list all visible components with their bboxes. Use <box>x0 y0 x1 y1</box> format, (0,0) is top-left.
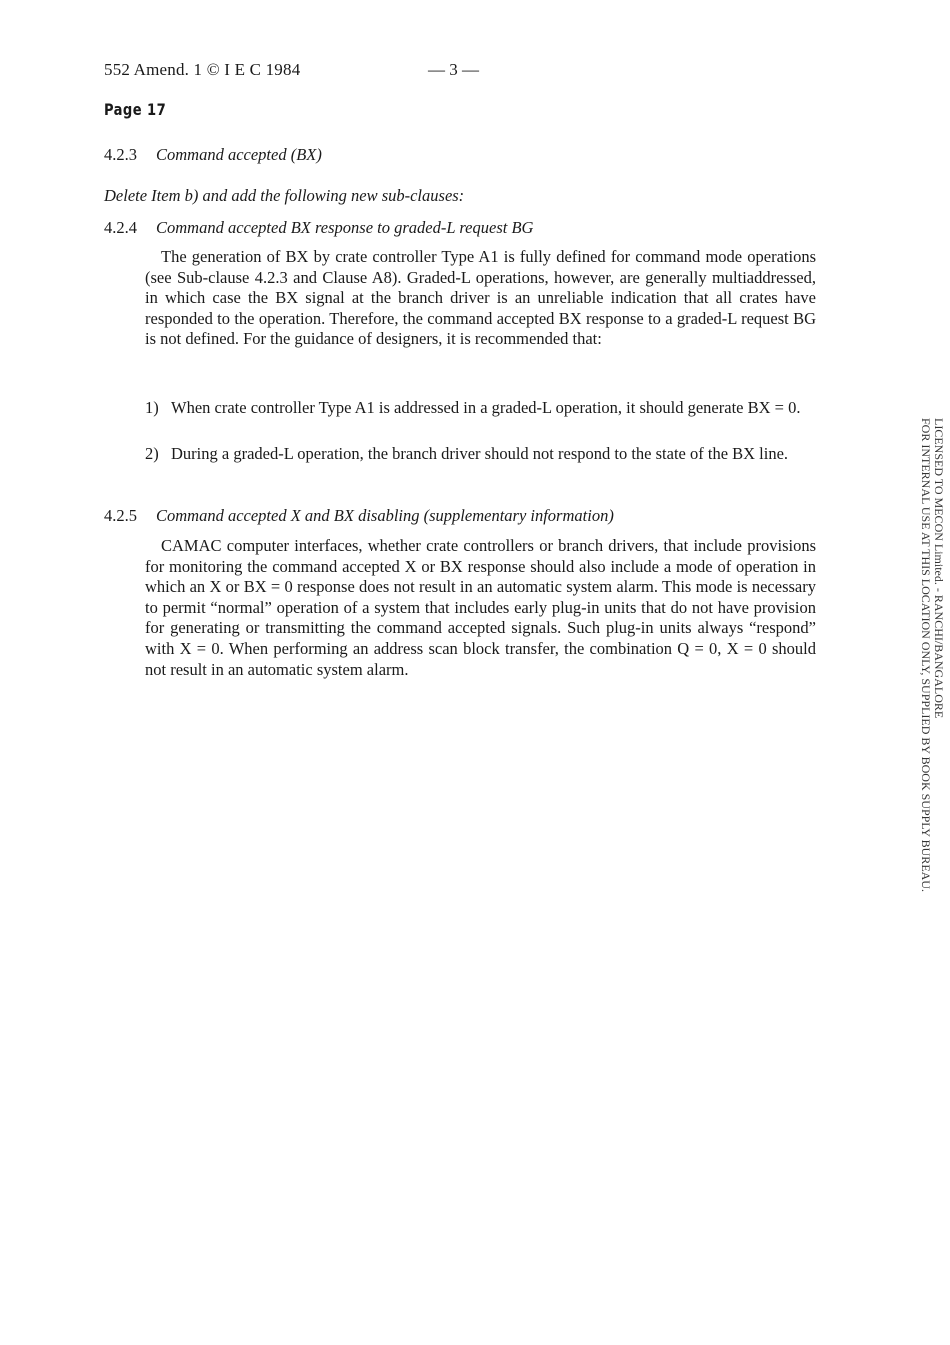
clause-number: 4.2.3 <box>104 145 137 164</box>
paragraph-text: The generation of BX by crate controller Type A1 is fully defined for command mode operations (see Sub-clause 4.2.3 and Clause A8). Graded-L operations, however, are generally multiaddressed, in which case the BX signal at the branch driver is an unreliable indication that all crates have responded to the operation. Therefore, the command accepted BX response to a graded-L request BG is not defined. For the guidance of designers, it is recommended that: <box>145 247 816 349</box>
list-item-number: 2) <box>145 444 159 463</box>
list-item-text: During a graded-L operation, the branch driver should not respond to the state of the BX line. <box>171 444 789 463</box>
clause-4-2-4-paragraph <box>145 247 816 350</box>
license-notice-line-2: FOR INTERNAL USE AT THIS LOCATION ONLY, SUPPLIED BY BOOK SUPPLY BUREAU. <box>919 418 933 892</box>
list-item-number: 1) <box>145 398 159 417</box>
clause-number: 4.2.4 <box>104 218 137 237</box>
clause-4-2-3-heading <box>104 145 322 165</box>
list-item <box>145 444 816 465</box>
license-notice-line-1: LICENSED TO MECON Limited. - RANCHI/BANGALORE <box>932 418 946 719</box>
license-notice <box>921 418 945 938</box>
document-reference: 552 Amend. 1 © I E C 1984 <box>104 60 301 79</box>
list-item-text: When crate controller Type A1 is addressed in a graded-L operation, it should generate BX = 0. <box>171 398 801 417</box>
paragraph-text: CAMAC computer interfaces, whether crate controllers or branch drivers, that include provisions for monitoring the command accepted X or BX response should also include a mode of operation in which an X or BX = 0 response does not result in an automatic system alarm. This mode is necessary to permit “normal” operation of a system that includes early plug-in units that do not have provision for generating or transmitting the command accepted signals. Such plug-in units always “respond” with X = 0. When performing an address scan block transfer, the combination Q = 0, X = 0 should not result in an automatic system alarm. <box>145 536 816 679</box>
clause-title: Command accepted BX response to graded-L request BG <box>156 218 534 237</box>
page-number: — 3 — <box>428 60 479 79</box>
clause-title: Command accepted X and BX disabling (supplementary information) <box>156 506 614 525</box>
clause-4-2-5-paragraph <box>145 536 816 680</box>
clause-number: 4.2.5 <box>104 506 137 525</box>
page-reference: Page 17 <box>104 100 167 119</box>
clause-4-2-4-heading <box>104 218 533 238</box>
clause-4-2-5-heading <box>104 506 614 526</box>
list-item <box>145 398 816 419</box>
clause-title: Command accepted (BX) <box>156 145 322 164</box>
amendment-instruction: Delete Item b) and add the following new sub-clauses: <box>104 186 465 205</box>
